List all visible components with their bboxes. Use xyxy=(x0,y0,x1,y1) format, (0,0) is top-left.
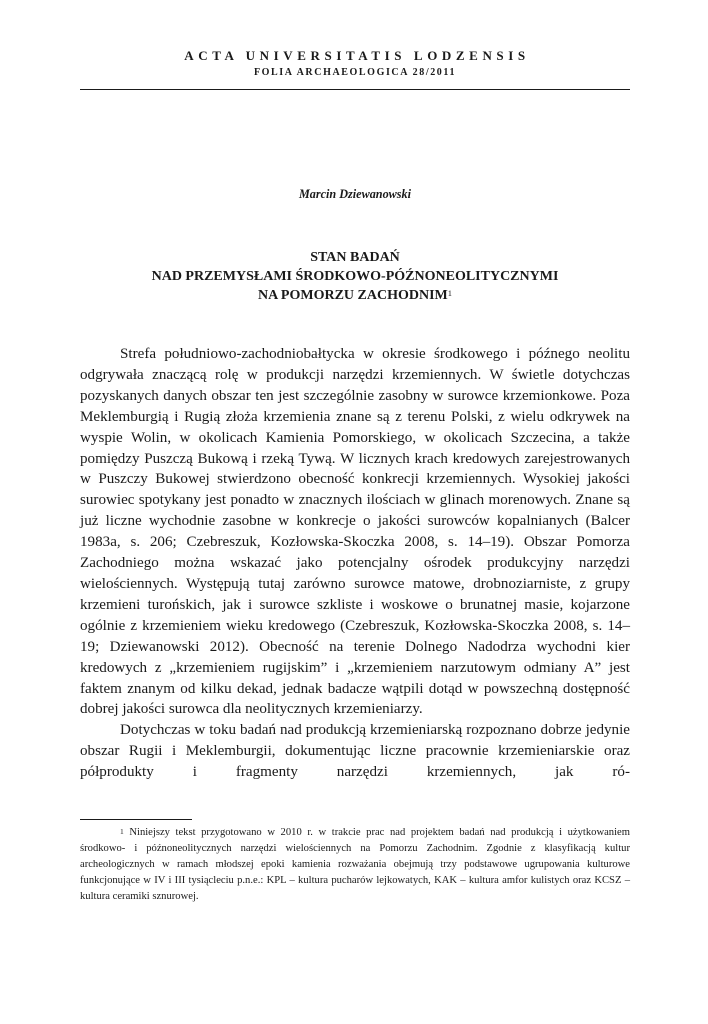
article-author: Marcin Dziewanowski xyxy=(298,187,412,201)
footnote xyxy=(80,825,630,905)
body-paragraph: Dotychczas w toku badań nad produkcją krzemieniarską rozpoznano dobrze jedynie obszar Rugii i Meklemburgii, dokumentując liczne pracownie krzemieniarskie oraz półprodukty i fragmenty narzędzi krzemiennych, jak ró- xyxy=(80,722,630,781)
header-rule xyxy=(80,89,630,90)
footnote-text: Niniejszy tekst przygotowano w 2010 r. w trakcie prac nad projektem badań nad produkcją i użytkowaniem środkowo- i późnoneolitycznych narzędzi wielościennych na Pomorzu Zachodnim. Zgodnie z klasyfikacją kultur archeologicznych w ramach młodszej epoki kamienia rozważania obejmują trzy podstawowe ugrupowania kulturowe funkcjonujące w IV i III tysiącleciu p.n.e.: KPL – kultura pucharów lejkowatych, KAK – kultura amfor kulistych oraz KCSZ – kultura ceramiki sznurowej. xyxy=(80,827,630,903)
footnote-mark: 1 xyxy=(120,827,124,836)
article-title xyxy=(80,248,630,305)
title-line xyxy=(80,286,630,305)
journal-name: ACTA UNIVERSITATIS LODZENSIS xyxy=(184,48,530,63)
journal-series: FOLIA ARCHAEOLOGICA 28/2011 xyxy=(253,67,457,78)
body-paragraph: Strefa południowo-zachodniobałtycka w okresie środkowego i późnego neolitu odgrywała znaczącą rolę w produkcji narzędzi krzemiennych. W świetle dotychczas pozyskanych danych obszar ten jest szczególnie zasobny w surowce krzemionkowe. Poza Meklemburgią i Rugią złoża krzemienia znane są z terenu Polski, z wielu odkrywek na wyspie Wolin, w okolicach Kamienia Pomorskiego, w okolicach Szczecina, a także pomiędzy Puszczą Bukową i rzeką Tywą. W licznych krach kredowych zarejestrowanych w Puszczy Bukowej stwierdzono obecność konkrecji krzemiennych. Wysokiej jakości surowiec spotykany jest ponadto w znacznych ilościach w glinach morenowych. Znane są już liczne wychodnie zasobne w konkrecje o jakości surowców kopalnianych (Balcer 1983a, s. 206; Czebreszuk, Kozłowska-Skoczka 2008, s. 14–19). Obszar Pomorza Zachodniego można wskazać jako potencjalny ośrodek produkcyjny narzędzi wielościennych. Występują tutaj zarówno surowce matowe, drobnoziarniste, z grupy krzemieni turońskich, jak i surowce szkliste i woskowe o brunatnej masie, kojarzone ogólnie z krzemieniem wieku kredowego (Czebreszuk, Kozłowska-Skoczka 2008, s. 14–19; Dziewanowski 2012). Obecność na terenie Dolnego Nadodrza wychodni kier kredowych z „krzemieniem rugijskim” i „krzemieniem narzutowym odmiany A” jest faktem znanym od kilku dekad, jednak badacze wątpili dotąd w powszechną dostępność dobrej jakości surowca dla neolitycznych krzemieniarzy. xyxy=(80,346,630,718)
footnote-reference[interactable]: 1 xyxy=(447,288,453,298)
running-header xyxy=(80,48,630,78)
article-body xyxy=(80,344,630,783)
title-line: STAN BADAŃ xyxy=(310,250,400,265)
title-line-text: NA POMORZU ZACHODNIM xyxy=(257,288,448,303)
footnote-rule xyxy=(80,819,192,820)
title-line: NAD PRZEMYSŁAMI ŚRODKOWO-PÓŹNONEOLITYCZNYMI xyxy=(151,269,559,284)
